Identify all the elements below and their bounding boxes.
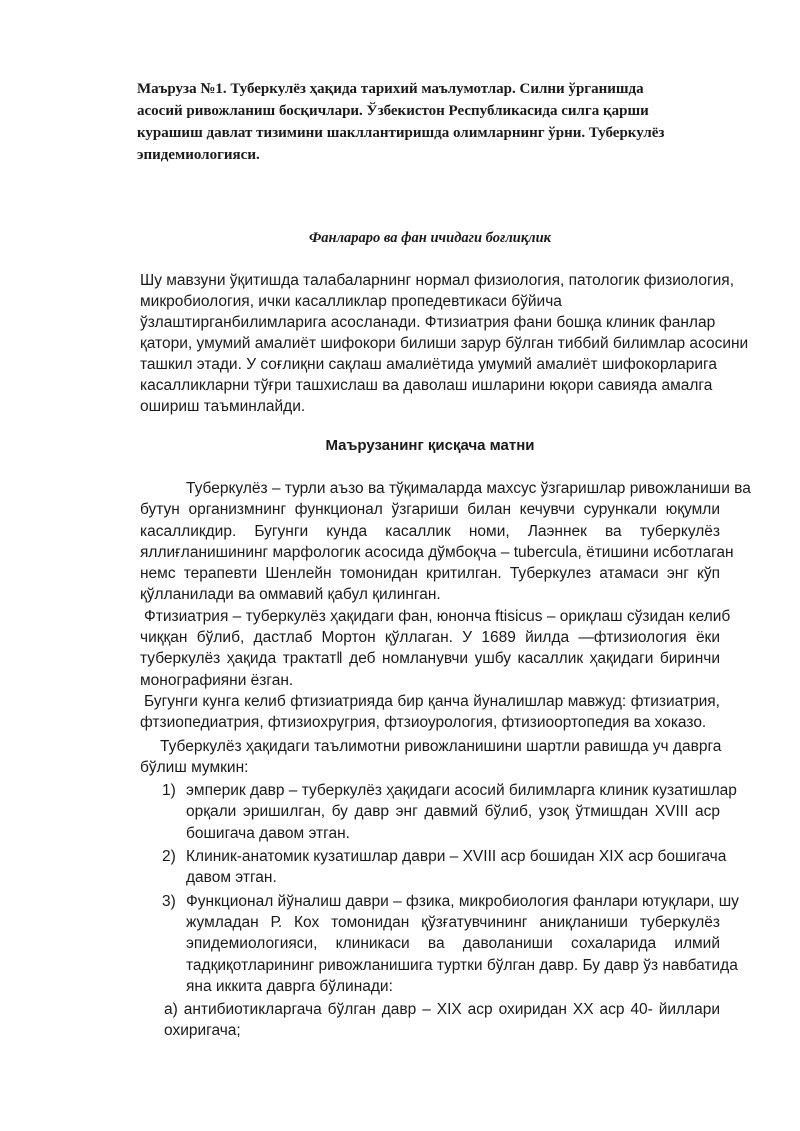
body-line: монографияни ёзган.	[140, 671, 294, 689]
intro-line: ташкил этади. У соғлиқни сақлаш амалиётида умумий амалиёт шифокорларига	[140, 356, 717, 373]
list-item-line: орқали эришилган, бу давр энг давмий бўлиб, узоқ ўтмишдан XVIII аср	[186, 803, 720, 821]
list-item-number: 1)	[162, 782, 176, 800]
list-item-line: эмперик давр – туберкулёз ҳақидаги асосий билимларга клиник кузатишлар	[186, 782, 737, 800]
lecture-body	[140, 478, 751, 1042]
body-line: туберкулёз ҳақида трактат‖ деб номланувчи ушбу касаллик ҳақидаги биринчи	[140, 650, 720, 668]
list-item-line: эпидемиологияси, клиникаси ва даволаниши сохаларида илмий	[186, 935, 720, 953]
list-item-line: Функционал йўналиш даври – фзика, микробиология фанлари ютуқлари, шу	[186, 892, 739, 910]
title-line: курашиш давлат тизимини шакллантиришда олимларнинг ўрни. Туберкулёз	[137, 125, 665, 141]
body-line: Фтизиатрия – туберкулёз ҳақидаги фан, юнонча ftisicus – ориқлаш сўзидан келиб	[144, 607, 731, 625]
list-item-number: 2)	[162, 848, 176, 866]
lecture-title	[137, 78, 697, 166]
body-line: немс терапевти Шенлейн томонидан критилган. Туберкулез атамаси энг кўп	[140, 565, 720, 583]
body-line: чиққан бўлиб, дастлаб Мортон қўллаган. У 1689 йилда ―фтизиология ёки	[140, 629, 720, 647]
intro-line: касалликларни тўғри ташхислаш ва даволаш ишларини юқори савияда амалга	[140, 377, 713, 394]
paragraph-periods	[140, 736, 720, 779]
body-line: касалликдир. Бугунги кунда касаллик номи, Лаэннек ва туберкулёз	[140, 522, 720, 540]
body-line: Туберкулёз ҳақидаги таълимотни ривожланишини шартли равишда уч даврга	[160, 737, 722, 755]
paragraph-phthisiatry	[140, 606, 731, 691]
intro-line: ошириш таъминлайди.	[140, 398, 306, 415]
sub-item-antibiotic-era	[140, 999, 720, 1042]
title-line: эпидемиологияси.	[137, 147, 260, 163]
body-line: Туберкулёз – турли аъзо ва тўқималарда махсус ўзгаришлар ривожланиши ва	[186, 480, 751, 497]
paragraph-directions	[140, 691, 720, 734]
list-item-line: Клиник-анатомик кузатишлар даври – XVIII аср бошидан XIX аср бошигача	[186, 848, 727, 866]
list-item	[140, 780, 737, 844]
list-item-line: жумладан Р. Кох томонидан қўзғатувчининг аниқланиши туберкулёз	[186, 913, 720, 931]
section-heading-summary: Маърузанинг қисқача матни	[325, 437, 535, 454]
list-item	[140, 846, 727, 889]
list-item-line: давом этган.	[186, 869, 277, 887]
body-line: фтзиопедиатрия, фтизиохругрия, фтзиоурология, фтизиоортопедия ва хоказо.	[140, 714, 707, 732]
intro-paragraph	[140, 270, 749, 417]
list-item-line: бошигача давом этган.	[186, 824, 350, 842]
list-item-number: 3)	[162, 892, 176, 910]
body-line: Бугунги кунга келиб фтизиатрияда бир қанча йуналишлар мавжуд: фтизиатрия,	[144, 692, 720, 710]
title-line: Маъруза №1. Туберкулёз ҳақида тарихий маълумотлар. Силни ўрганишда	[137, 81, 644, 97]
body-line: бутун организмнинг функционал ўзгариши билан кечувчи сурункали юқумли	[140, 501, 720, 519]
intro-line: қатори, умумий амалиёт шифокори билиши зарур бўлган тиббий билимлар асосини	[140, 335, 749, 352]
list-item	[140, 891, 739, 997]
section-heading-interdisciplinary: Фанлараро ва фан ичидаги боғлиқлик	[308, 230, 552, 246]
intro-line: Шу мавзуни ўқитишда талабаларнинг нормал физиология, патологик физиология,	[140, 272, 734, 289]
list-item-line: яна иккита даврга бўлинади:	[186, 977, 393, 995]
paragraph-definition	[140, 478, 751, 606]
body-line: яллиғланишининг марфологик асосида дўмбоқча – tubercula, ётишини исботлаган	[140, 543, 734, 561]
body-line: бўлиш мумкин:	[140, 758, 249, 776]
sub-item-line: а) антибиотикларгача бўлган давр – XIX аср охиридан XX аср 40- йиллари	[164, 1001, 720, 1019]
sub-item-line: охиригача;	[164, 1022, 241, 1040]
intro-line: ўзлаштирганбилимларига асосланади. Фтизиатрия фани бошқа клиник фанлар	[140, 314, 716, 331]
periods-list	[140, 780, 739, 997]
body-line: қўлланилади ва оммавий қабул қилинган.	[140, 586, 441, 604]
intro-line: микробиология, ички касалликлар пропедевтикаси бўйича	[140, 293, 562, 310]
list-item-line: тадқиқотларининг ривожланишига туртки бўлган давр. Бу давр ўз навбатида	[186, 956, 738, 974]
title-line: асосий ривожланиш босқичлари. Ўзбекистон Республикасида силга қарши	[137, 103, 649, 119]
